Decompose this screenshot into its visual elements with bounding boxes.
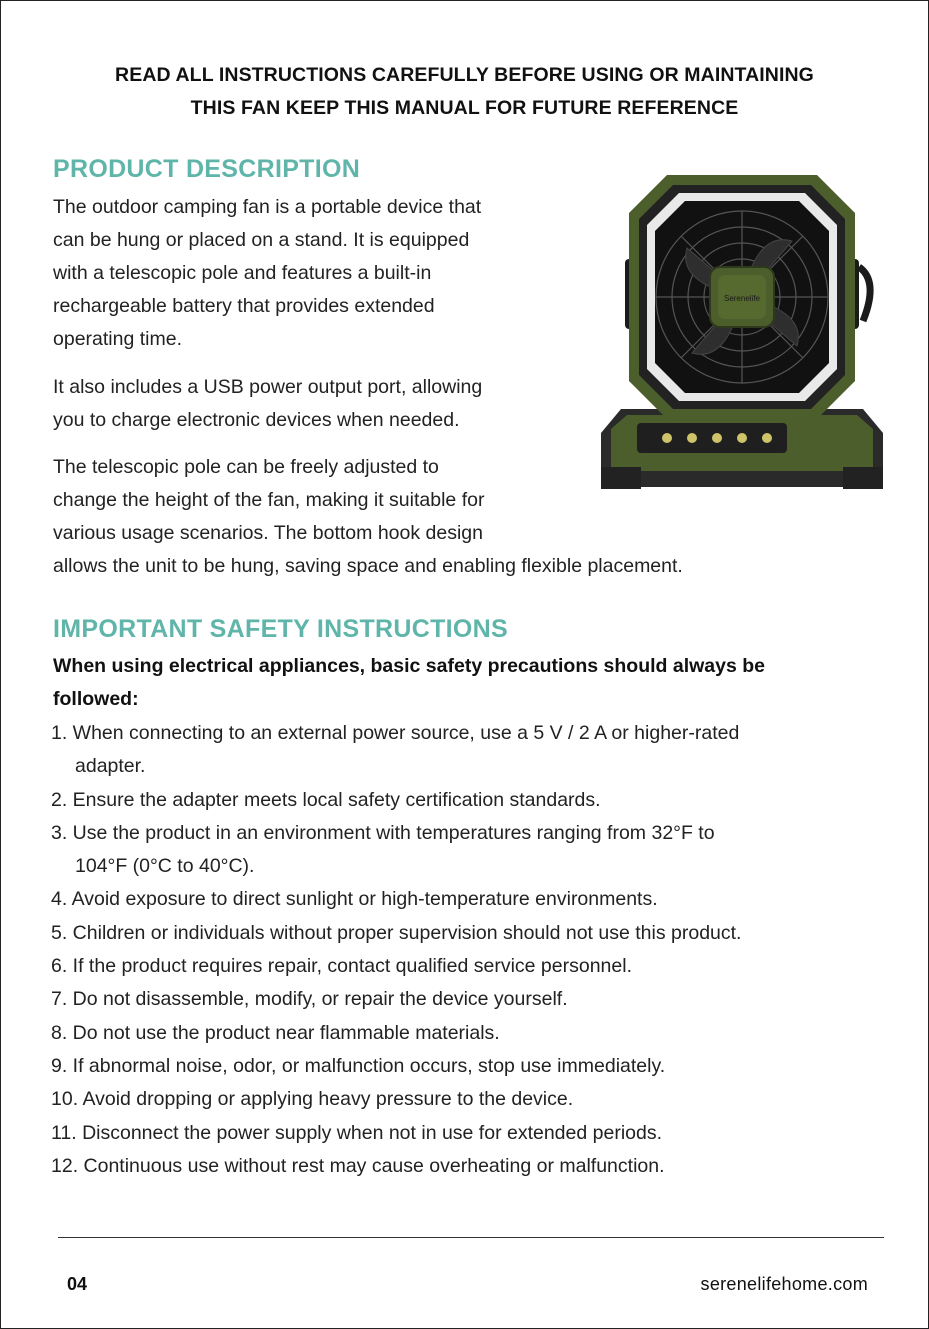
item-text: 9. If abnormal noise, odor, or malfunction occurs, stop use immediately.: [51, 1054, 666, 1077]
list-item: [51, 917, 901, 950]
list-item: [51, 784, 901, 817]
text-line: various usage scenarios. The bottom hook design: [53, 522, 483, 544]
product-description-para-2: [53, 371, 482, 437]
text-line: with a telescopic pole and features a built-in: [53, 262, 432, 284]
item-text: 4. Avoid exposure to direct sunlight or high-temperature environments.: [51, 888, 658, 911]
item-text: 5. Children or individuals without proper supervision should not use this product.: [51, 921, 742, 944]
text-line: allows the unit to be hung, saving space and enabling flexible placement.: [53, 555, 683, 577]
product-brand-label: Serenelife: [723, 294, 761, 303]
website-url: serenelifehome.com: [700, 1274, 868, 1294]
text-line: can be hung or placed on a stand. It is equipped: [53, 229, 470, 251]
header-line-2: THIS FAN KEEP THIS MANUAL FOR FUTURE REFERENCE: [190, 97, 739, 119]
safety-list: [51, 717, 901, 1183]
list-item: [51, 1017, 901, 1050]
list-item: [51, 1150, 901, 1183]
list-item: [51, 1117, 901, 1150]
page-header: [41, 59, 888, 125]
text-line: change the height of the fan, making it suitable for: [53, 489, 485, 511]
safety-lead: [53, 650, 883, 716]
item-text: 8. Do not use the product near flammable materials.: [51, 1021, 500, 1044]
text-line: The outdoor camping fan is a portable device that: [53, 196, 482, 218]
item-text: 7. Do not disassemble, modify, or repair the device yourself.: [51, 988, 568, 1011]
item-text: 1. When connecting to an external power source, use a 5 V / 2 A or higher-rated: [51, 722, 740, 744]
item-text-cont: 104°F (0°C to 40°C).: [75, 855, 255, 878]
text-line: It also includes a USB power output port, allowing: [53, 376, 483, 398]
text-line: operating time.: [53, 328, 182, 350]
text-line: you to charge electronic devices when needed.: [53, 409, 460, 431]
product-description-para-3: [53, 451, 683, 583]
camping-fan-image: [597, 171, 887, 501]
list-item: [51, 1050, 901, 1083]
header-line-1: READ ALL INSTRUCTIONS CAREFULLY BEFORE USING OR MAINTAINING: [115, 64, 814, 86]
item-text-cont: adapter.: [75, 755, 146, 778]
item-text: 6. If the product requires repair, contact qualified service personnel.: [51, 955, 632, 978]
item-text: 10. Avoid dropping or applying heavy pressure to the device.: [51, 1088, 574, 1111]
footer-divider: [58, 1237, 884, 1238]
page-number: 04: [67, 1274, 88, 1294]
list-item: [51, 717, 901, 784]
text-line: The telescopic pole can be freely adjusted to: [53, 456, 439, 478]
item-text: 3. Use the product in an environment with temperatures ranging from 32°F to: [51, 821, 715, 844]
safety-instructions-title: IMPORTANT SAFETY INSTRUCTIONS: [53, 615, 509, 643]
item-text: 11. Disconnect the power supply when not in use for extended periods.: [51, 1121, 663, 1144]
list-item: [51, 1083, 901, 1116]
text-line: rechargeable battery that provides extended: [53, 295, 435, 317]
product-description-para-1: [53, 191, 481, 356]
list-item: [51, 817, 901, 884]
text-line: When using electrical appliances, basic safety precautions should always be: [53, 655, 765, 677]
text-line: followed:: [53, 688, 139, 710]
list-item: [51, 950, 901, 983]
product-description-title: PRODUCT DESCRIPTION: [53, 155, 361, 183]
list-item: [51, 983, 901, 1016]
list-item: [51, 883, 901, 916]
item-text: 12. Continuous use without rest may cause overheating or malfunction.: [51, 1154, 665, 1177]
item-text: 2. Ensure the adapter meets local safety certification standards.: [51, 788, 601, 811]
